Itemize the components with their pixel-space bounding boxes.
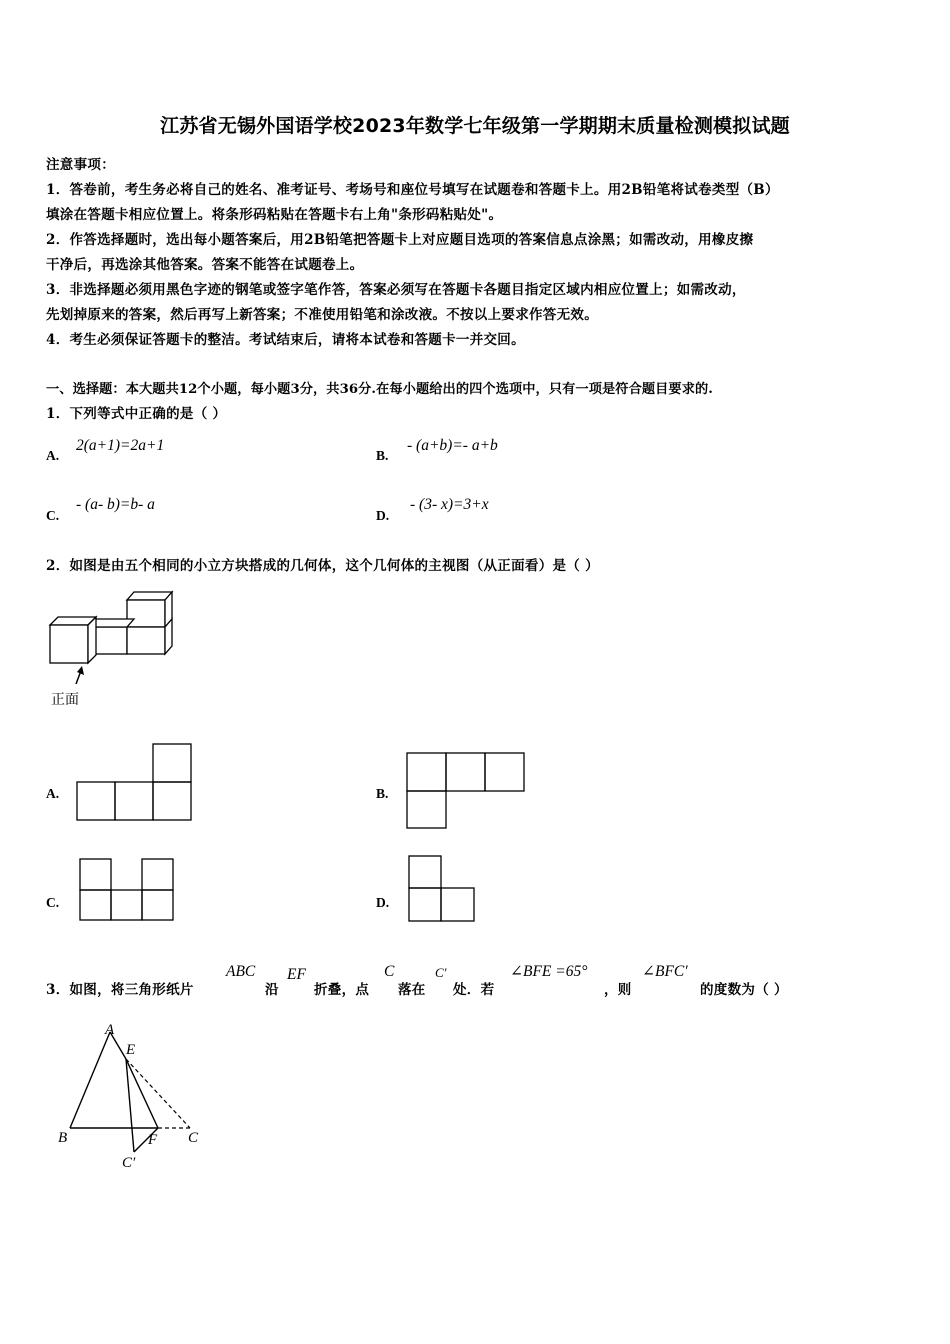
- q3-point-c: C: [384, 963, 395, 980]
- page-title: 江苏省无锡外国语学校2023年数学七年级第一学期期末质量检测模拟试题: [160, 115, 790, 137]
- notice-line-1: 1．答卷前，考生务必将自己的姓名、准考证号、考场号和座位号填写在试题卷和答题卡上。用2B铅笔将试卷类型（B）: [46, 182, 779, 198]
- q2-option-c-figure: [79, 856, 176, 922]
- front-view-label: 正面: [51, 693, 79, 708]
- q1-option-a-expr: 2(a+1)=2a+1: [76, 437, 165, 454]
- q2-cube-figure: [40, 588, 180, 710]
- q3-triangle-figure: [50, 1020, 220, 1175]
- q1-option-d-expr: - (3- x)=3+x: [410, 496, 489, 513]
- q3-angle-bfc-prime: ∠BFC′: [642, 963, 688, 980]
- q2-option-b-label: B.: [376, 786, 389, 801]
- q2-stem: 2．如图是由五个相同的小立方块搭成的几何体，这个几何体的主视图（从正面看）是（ ）: [46, 558, 599, 574]
- q3-stem-part-6: ，则: [604, 982, 632, 998]
- q3-stem-part-3: 折叠，点: [314, 982, 370, 998]
- q3-stem-part-5: 处．若: [453, 982, 495, 998]
- label-a: A: [105, 1022, 115, 1038]
- q3-line-ef: EF: [287, 966, 306, 983]
- q2-option-d-figure: [408, 855, 478, 923]
- q3-stem-part-4: 落在: [398, 982, 426, 998]
- q1-option-d-label: D.: [376, 508, 390, 523]
- q3-stem-part-7: 的度数为（ ）: [700, 982, 788, 998]
- notice-line-4: 干净后，再选涂其他答案。答案不能答在试题卷上。: [46, 257, 364, 273]
- q2-option-a-label: A.: [46, 786, 60, 801]
- q1-option-a-label: A.: [46, 448, 60, 463]
- notice-line-6: 先划掉原来的答案，然后再写上新答案；不准使用铅笔和涂改液。不按以上要求作答无效。: [46, 307, 598, 323]
- q2-option-a-figure: [76, 743, 194, 823]
- notice-heading: 注意事项：: [46, 157, 115, 173]
- q1-option-c-label: C.: [46, 508, 60, 523]
- q1-option-b-expr: - (a+b)=- a+b: [407, 437, 498, 454]
- notice-line-2: 填涂在答题卡相应位置上。将条形码粘贴在答题卡右上角"条形码粘贴处"。: [46, 207, 503, 223]
- notice-line-5: 3．非选择题必须用黑色字迹的钢笔或签字笔作答，答案必须写在答题卡各题目指定区域内相应位置上；如需改动，: [46, 282, 746, 298]
- section-heading: 一、选择题：本大题共12个小题，每小题3分，共36分.在每小题给出的四个选项中，只有一项是符合题目要求的.: [46, 382, 713, 397]
- q3-triangle-abc: ABC: [226, 963, 256, 980]
- label-b: B: [58, 1130, 68, 1146]
- label-f: F: [148, 1132, 158, 1148]
- notice-line-7: 4．考生必须保证答题卡的整洁。考试结束后，请将本试卷和答题卡一并交回。: [46, 332, 525, 348]
- label-e: E: [126, 1042, 136, 1058]
- notice-line-3: 2．作答选择题时，选出每小题答案后，用2B铅笔把答题卡上对应题目选项的答案信息点涂黑；如需改动，用橡皮擦: [46, 232, 754, 248]
- q3-point-c-prime: C′: [435, 965, 447, 980]
- q1-option-b-label: B.: [376, 448, 389, 463]
- q2-option-d-label: D.: [376, 895, 390, 910]
- label-c-prime: C′: [122, 1155, 136, 1171]
- q2-option-b-figure: [406, 752, 526, 830]
- q1-stem: 1．下列等式中正确的是（ ）: [46, 406, 227, 422]
- q3-stem-part-1: 3．如图，将三角形纸片: [46, 982, 194, 998]
- q2-option-c-label: C.: [46, 895, 60, 910]
- q3-stem-part-2: 沿: [265, 982, 279, 998]
- label-c: C: [188, 1130, 199, 1146]
- q1-option-c-expr: - (a- b)=b- a: [76, 496, 155, 513]
- q3-angle-bfe: ∠BFE =65°: [510, 963, 588, 980]
